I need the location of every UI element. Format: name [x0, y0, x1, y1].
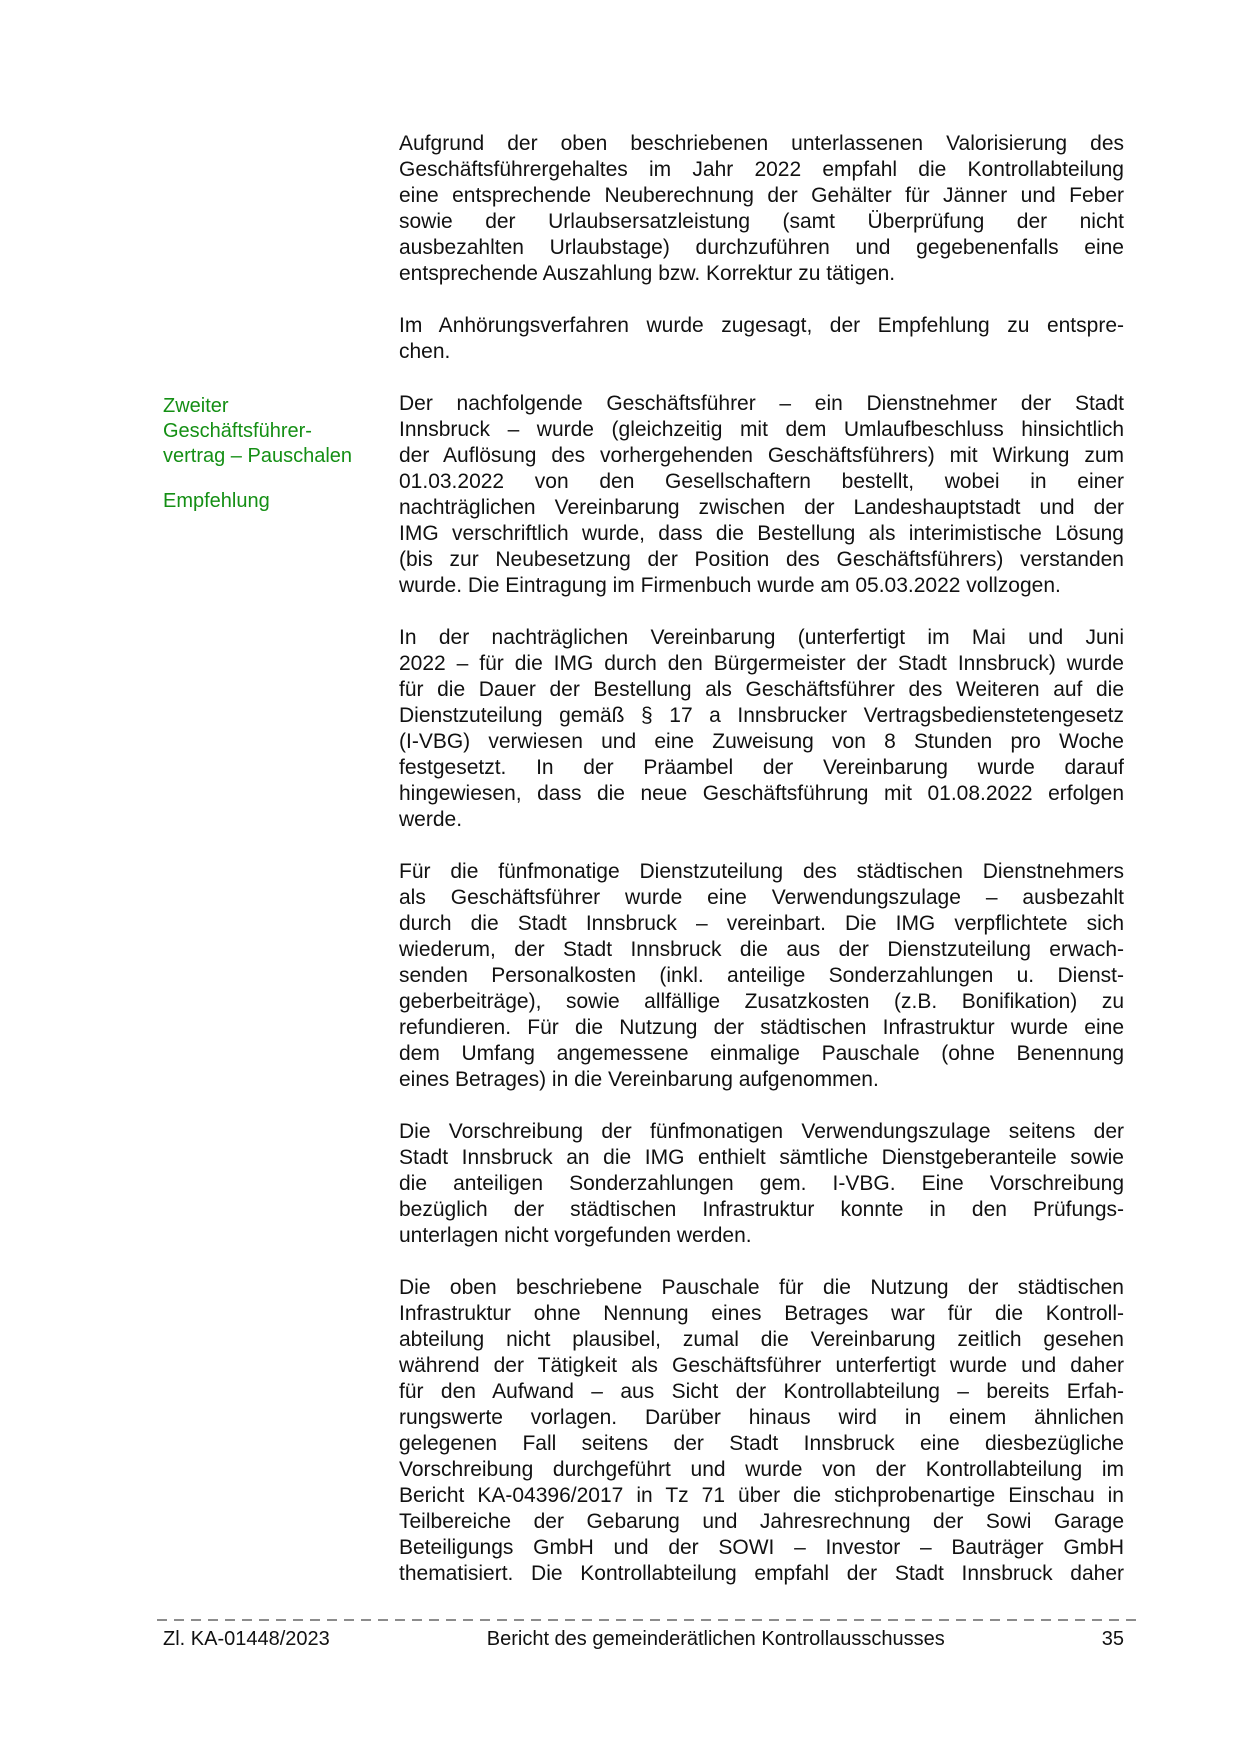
text-line: dem Umfang angemessene einmalige Pauschale (ohne Benennung	[399, 1042, 1124, 1065]
text-line: Für die fünfmonatige Dienstzuteilung des städtischen Dienstnehmers	[399, 860, 1124, 883]
text-line: refundieren. Für die Nutzung der städtischen Infrastruktur wurde eine	[399, 1016, 1124, 1039]
text-line: chen.	[399, 340, 451, 363]
text-line: Innsbruck – wurde (gleichzeitig mit dem Umlaufbeschluss hinsichtlich	[399, 418, 1124, 441]
footer-divider	[157, 1619, 1137, 1621]
text-line: während der Tätigkeit als Geschäftsführer unterfertigt wurde und daher	[399, 1354, 1124, 1377]
text-line: 01.03.2022 von den Gesellschaftern bestellt, wobei in einer	[399, 470, 1124, 493]
paragraph	[399, 625, 1124, 833]
text-line: 2022 – für die IMG durch den Bürgermeister der Stadt Innsbruck) wurde	[399, 652, 1124, 675]
text-line: In der nachträglichen Vereinbarung (unterfertigt im Mai und Juni	[399, 626, 1124, 649]
text-line: IMG verschriftlich wurde, dass die Bestellung als interimistische Lösung	[399, 522, 1124, 545]
text-line: Bericht KA-04396/2017 in Tz 71 über die stichprobenartige Einschau in	[399, 1484, 1124, 1507]
text-line: Beteiligungs GmbH und der SOWI – Investor – Bauträger GmbH	[399, 1536, 1124, 1559]
paragraph	[399, 1275, 1124, 1587]
text-line: (I-VBG) verwiesen und eine Zuweisung von 8 Stunden pro Woche	[399, 730, 1124, 753]
text-line: Die Vorschreibung der fünfmonatigen Verwendungszulage seitens der	[399, 1120, 1124, 1143]
text-line: Dienstzuteilung gemäß § 17 a Innsbrucker Vertragsbedienstetengesetz	[399, 704, 1124, 727]
text-line: wiederum, der Stadt Innsbruck die aus der Dienstzuteilung erwach-	[399, 938, 1124, 961]
text-line: vertrag – Pauschalen	[163, 445, 353, 467]
text-line: senden Personalkosten (inkl. anteilige Sonderzahlungen u. Dienst-	[399, 964, 1124, 987]
text-line: Im Anhörungsverfahren wurde zugesagt, der Empfehlung zu entspre-	[399, 314, 1124, 337]
footer-page-number: 35	[1101, 1628, 1124, 1650]
text-line: Vorschreibung durchgeführt und wurde von der Kontrollabteilung im	[399, 1458, 1124, 1481]
text-line: bezüglich der städtischen Infrastruktur konnte in den Prüfungs-	[399, 1198, 1124, 1221]
body-text-column	[399, 131, 1124, 1613]
margin-note-empfehlung	[163, 489, 393, 514]
text-line: hingewiesen, dass die neue Geschäftsführung mit 01.08.2022 erfolgen	[399, 782, 1124, 805]
text-line: eine entsprechende Neuberechnung der Gehälter für Jänner und Feber	[399, 184, 1124, 207]
text-line: (bis zur Neubesetzung der Position des Geschäftsführers) verstanden	[399, 548, 1124, 571]
paragraph	[399, 859, 1124, 1093]
text-line: Aufgrund der oben beschriebenen unterlassenen Valorisierung des	[399, 132, 1124, 155]
text-line: nachträglichen Vereinbarung zwischen der Landeshauptstadt und der	[399, 496, 1124, 519]
text-line: Geschäftsführer-	[163, 420, 312, 442]
text-line: der Auflösung des vorhergehenden Geschäftsführers) mit Wirkung zum	[399, 444, 1124, 467]
paragraph	[399, 1119, 1124, 1249]
text-line: Die oben beschriebene Pauschale für die Nutzung der städtischen	[399, 1276, 1124, 1299]
text-line: sowie der Urlaubsersatzleistung (samt Überprüfung der nicht	[399, 210, 1124, 233]
text-line: Teilbereiche der Gebarung und Jahresrechnung der Sowi Garage	[399, 1510, 1124, 1533]
text-line: Empfehlung	[163, 490, 270, 512]
page-footer	[163, 1627, 1124, 1652]
text-line: Infrastruktur ohne Nennung eines Betrages war für die Kontroll-	[399, 1302, 1124, 1325]
text-line: Zweiter	[163, 395, 229, 417]
text-line: festgesetzt. In der Präambel der Vereinbarung wurde darauf	[399, 756, 1124, 779]
margin-note-section-title	[163, 394, 393, 469]
text-line: abteilung nicht plausibel, zumal die Vereinbarung zeitlich gesehen	[399, 1328, 1124, 1351]
text-line: werde.	[399, 808, 463, 831]
text-line: geberbeiträge), sowie allfällige Zusatzkosten (z.B. Bonifikation) zu	[399, 990, 1124, 1013]
text-line: ausbezahlten Urlaubstage) durchzuführen und gegebenenfalls eine	[399, 236, 1124, 259]
text-line: die anteiligen Sonderzahlungen gem. I-VBG. Eine Vorschreibung	[399, 1172, 1124, 1195]
paragraph	[399, 131, 1124, 287]
text-line: rungswerte vorlagen. Darüber hinaus wird in einem ähnlichen	[399, 1406, 1124, 1429]
paragraph	[399, 313, 1124, 365]
paragraph	[399, 391, 1124, 599]
text-line: wurde. Die Eintragung im Firmenbuch wurde am 05.03.2022 vollzogen.	[399, 574, 1061, 597]
text-line: Der nachfolgende Geschäftsführer – ein Dienstnehmer der Stadt	[399, 392, 1124, 415]
text-line: Stadt Innsbruck an die IMG enthielt sämtliche Dienstgeberanteile sowie	[399, 1146, 1124, 1169]
text-line: gelegenen Fall seitens der Stadt Innsbruck eine diesbezügliche	[399, 1432, 1124, 1455]
text-line: Geschäftsführergehaltes im Jahr 2022 empfahl die Kontrollabteilung	[399, 158, 1124, 181]
text-line: unterlagen nicht vorgefunden werden.	[399, 1224, 752, 1247]
text-line: durch die Stadt Innsbruck – vereinbart. Die IMG verpflichtete sich	[399, 912, 1124, 935]
text-line: für die Dauer der Bestellung als Geschäftsführer des Weiteren auf die	[399, 678, 1124, 701]
footer-report-title: Bericht des gemeinderätlichen Kontrollausschusses	[486, 1628, 945, 1650]
text-line: als Geschäftsführer wurde eine Verwendungszulage – ausbezahlt	[399, 886, 1124, 909]
text-line: thematisiert. Die Kontrollabteilung empfahl der Stadt Innsbruck daher	[399, 1562, 1124, 1585]
text-line: eines Betrages) in die Vereinbarung aufgenommen.	[399, 1068, 879, 1091]
footer-reference: Zl. KA-01448/2023	[163, 1628, 330, 1650]
text-line: für den Aufwand – aus Sicht der Kontrollabteilung – bereits Erfah-	[399, 1380, 1124, 1403]
text-line: entsprechende Auszahlung bzw. Korrektur zu tätigen.	[399, 262, 896, 285]
